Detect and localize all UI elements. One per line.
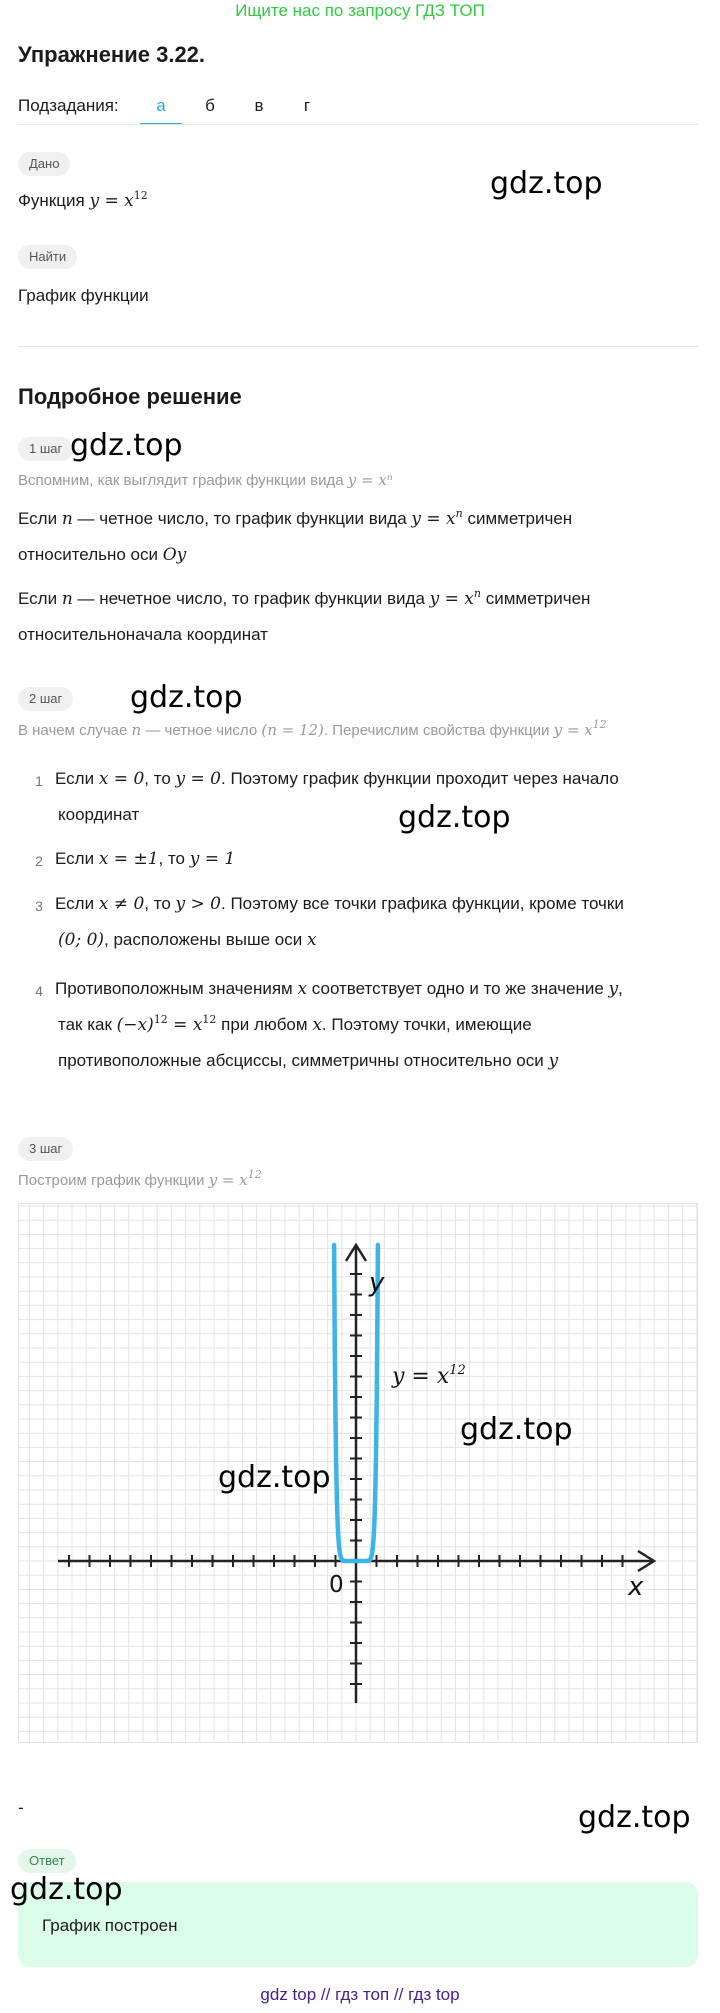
y-axis-label: y: [369, 1268, 385, 1298]
list-item-number: 4: [35, 983, 43, 999]
graph-grid: [18, 1203, 698, 1743]
item4-f: . Поэтому точки, имеющие: [321, 1015, 532, 1034]
watermark: gdz.top: [130, 680, 243, 715]
solution-title: Подробное решение: [18, 384, 242, 409]
watermark: gdz.top: [398, 800, 511, 835]
step1-hint: [18, 470, 393, 491]
graph-border: [19, 1204, 698, 1743]
function-graph: [18, 1203, 698, 1743]
step2-hint-sup: 12: [592, 718, 607, 731]
top-banner[interactable]: Ищите нас по запросу ГДЗ ТОП: [235, 1, 485, 20]
curve-label: [391, 1363, 466, 1389]
item4-g: противоположные абсциссы, симметричны относительно оси: [58, 1051, 544, 1070]
dash: -: [18, 1798, 24, 1817]
step2-hint-c: . Перечислим свойства функции: [323, 722, 550, 739]
step1-p2-sup: n: [473, 587, 481, 600]
item4-m3: (−x): [116, 1015, 154, 1035]
divider: [18, 124, 698, 125]
step1-p2-b: — нечетное число, то график функции вида: [77, 589, 425, 608]
origin-label: 0: [329, 1572, 344, 1598]
item3-m4: x: [306, 930, 317, 950]
watermark: gdz.top: [218, 1460, 331, 1495]
step1-p1-a: Если: [18, 509, 58, 528]
list-item-number: 2: [35, 853, 43, 869]
tab-a[interactable]: а: [156, 96, 166, 115]
item2-m2: y = 1: [189, 849, 236, 869]
item3-m1: x ≠ 0: [98, 894, 145, 914]
given-formula-x: x: [124, 191, 134, 211]
given-formula-exp: 12: [133, 189, 148, 202]
item4-m2: y: [608, 979, 619, 999]
item4-sup2: 12: [202, 1013, 217, 1026]
tab-b[interactable]: б: [205, 96, 215, 115]
item1-c: . Поэтому график функции проходит через начало: [221, 769, 619, 788]
step1-p2-c: симметричен: [485, 589, 591, 608]
step1-p1-math: y = x: [411, 509, 456, 529]
item1-m1: x = 0: [98, 769, 145, 789]
item3-b: , то: [144, 894, 171, 913]
page-title: Упражнение 3.22.: [18, 42, 206, 67]
watermark: gdz.top: [10, 1872, 123, 1907]
item4-d: так как: [58, 1015, 112, 1034]
item4-m1: x: [297, 979, 308, 999]
step1-p1-sup: n: [455, 507, 463, 520]
item4-c: ,: [618, 979, 623, 998]
step1-p1-c: симметричен: [467, 509, 573, 528]
find-text: График функции: [18, 286, 149, 305]
list-item-1-line1: [55, 767, 619, 791]
item3-m3: (0; 0): [58, 930, 105, 950]
watermark: gdz.top: [460, 1412, 573, 1447]
item4-m6: y: [548, 1051, 559, 1071]
step2-hint-paren: (n = 12): [261, 721, 324, 739]
step2-hint-b: — четное число: [145, 722, 258, 739]
item3-d: , расположены выше оси: [104, 930, 303, 949]
list-item-number: 3: [35, 898, 43, 914]
answer-badge: Ответ: [18, 1849, 76, 1873]
step1-p2-a: Если: [18, 589, 58, 608]
list-item-number: 1: [35, 773, 43, 789]
item1-a: Если: [55, 769, 95, 788]
curve-label-sup: 12: [449, 1363, 466, 1378]
item3-a: Если: [55, 894, 95, 913]
given-badge: Дано: [18, 152, 70, 176]
watermark: gdz.top: [70, 428, 183, 463]
step1-p1-n: n: [61, 509, 73, 529]
item1-b: , то: [144, 769, 171, 788]
step1-p1-d: относительно оси: [18, 545, 158, 564]
tab-v[interactable]: в: [254, 96, 264, 115]
subtasks-label: Подзадания:: [18, 96, 119, 115]
step1-hint-text: Вспомним, как выглядит график функции вида: [18, 472, 344, 489]
divider: [18, 346, 698, 347]
given-label: Функция: [18, 191, 85, 210]
step3-hint-text: Построим график функции: [18, 1172, 205, 1189]
item4-m5: x: [312, 1015, 322, 1035]
step3-badge: 3 шаг: [18, 1137, 73, 1161]
given-formula-eq: =: [99, 191, 125, 211]
given-formula-y: y: [89, 191, 100, 211]
find-badge: Найти: [18, 245, 77, 269]
item4-a: Противоположным значениям: [55, 979, 293, 998]
watermark: gdz.top: [490, 166, 603, 201]
step2-badge: 2 шаг: [18, 687, 73, 711]
list-item-4-line2: [58, 1013, 532, 1037]
item3-c: . Поэтому все точки графика функции, кроме точки: [221, 894, 624, 913]
item2-a: Если: [55, 849, 95, 868]
list-item-1-line2: координат: [58, 805, 140, 824]
list-item-4-line3: [58, 1049, 558, 1073]
step3-hint: [18, 1170, 262, 1191]
step1-p2-line1: [18, 587, 590, 611]
tab-g[interactable]: г: [303, 96, 311, 115]
step2-hint-math: y = x: [553, 721, 593, 739]
axis-ticks: [69, 1274, 623, 1684]
item3-m2: y > 0: [175, 894, 221, 914]
watermark: gdz.top: [578, 1800, 691, 1835]
step3-hint-sup: 12: [247, 1168, 262, 1181]
step1-p1-line2: [18, 543, 186, 567]
step1-hint-math: y = xⁿ: [347, 471, 393, 489]
step2-hint: [18, 720, 607, 741]
item2-b: , то: [158, 849, 186, 868]
list-item-3-line1: [55, 892, 624, 916]
step1-badge: 1 шаг: [18, 437, 73, 461]
answer-text: График построен: [42, 1916, 178, 1935]
list-item-3-line2: [58, 928, 317, 952]
step1-p2-n: n: [61, 589, 73, 609]
item4-b: соответствует одно и то же значение: [311, 979, 604, 998]
step1-p1-b: — четное число, то график функции вида: [77, 509, 407, 528]
list-item-2: [55, 847, 235, 871]
item4-sup1: 12: [153, 1013, 168, 1026]
item1-m2: y = 0: [175, 769, 221, 789]
x-axis-label: x: [628, 1572, 644, 1602]
step1-p2-line2: относительноначала координат: [18, 625, 268, 644]
step2-hint-n: n: [131, 721, 142, 739]
step1-p1-oy: Oy: [162, 545, 187, 565]
item4-m4: = x: [167, 1015, 203, 1035]
footer-links[interactable]: gdz top // гдз топ // гдз top: [260, 1985, 460, 2004]
step3-hint-math: y = x: [208, 1171, 248, 1189]
list-item-4-line1: [55, 977, 623, 1001]
curve-label-main: y = x: [392, 1364, 450, 1389]
given-text: [18, 189, 148, 213]
step1-p1-line1: [18, 507, 572, 531]
item4-e: при любом: [221, 1015, 308, 1034]
step1-p2-math: y = x: [429, 589, 474, 609]
item2-m1: x = ±1: [98, 849, 159, 869]
step2-hint-a: В начем случае: [18, 722, 128, 739]
